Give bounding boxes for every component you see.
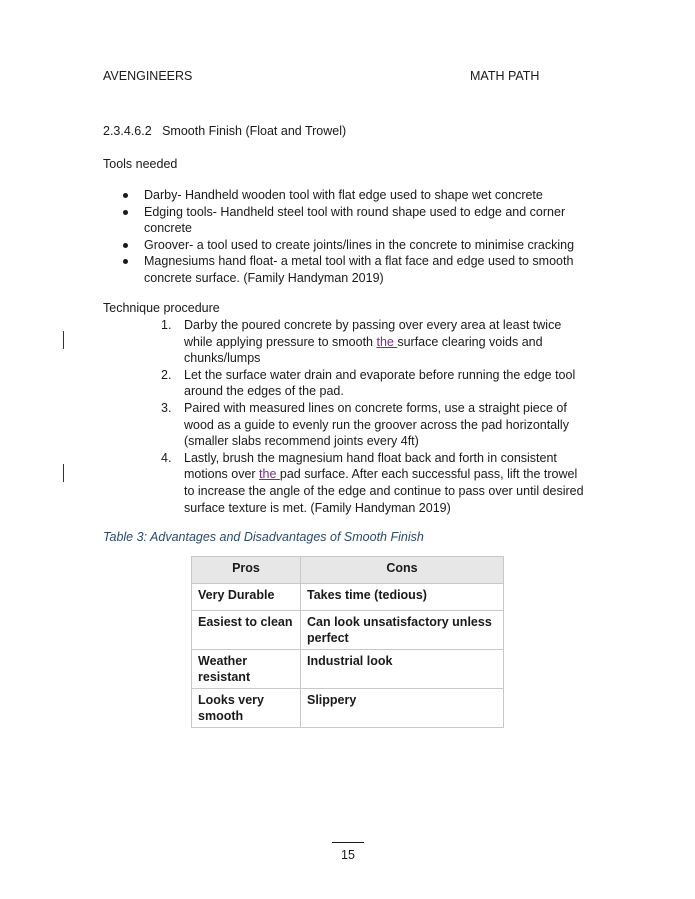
tools-title: Tools needed — [103, 157, 178, 171]
table-header-row — [192, 557, 504, 584]
section-number: 2.3.4.6.2 — [103, 124, 152, 138]
column-header-cons: Cons — [301, 557, 504, 584]
bullet-icon — [123, 259, 128, 264]
header-left: AVENGINEERS — [103, 69, 193, 83]
table-cell: Looks very smooth — [192, 689, 301, 728]
bullet-icon — [123, 210, 128, 215]
procedure-steps — [161, 317, 591, 516]
table-cell: Takes time (tedious) — [301, 584, 504, 611]
step-number: 2. — [161, 367, 172, 382]
tools-list — [103, 187, 593, 287]
table-cell: Weather resistant — [192, 650, 301, 689]
table-caption: Table 3: Advantages and Disadvantages of Smooth Finish — [103, 530, 424, 544]
list-item: Edging tools- Handheld steel tool with round shape used to edge and corner concrete — [103, 204, 593, 237]
bullet-icon — [123, 243, 128, 248]
list-item: 2. Let the surface water drain and evaporate before running the edge tool around the edges of the pad. — [161, 367, 576, 399]
step-number: 1. — [161, 318, 172, 332]
change-bar-icon — [63, 331, 64, 349]
table-cell: Easiest to clean — [192, 611, 301, 650]
list-item: Darby- Handheld wooden tool with flat edge used to shape wet concrete — [103, 187, 593, 204]
list-item: 4. Lastly, brush the magnesium hand float back and forth in consistent motions over the pad surface. After each successful pass, lift the trowel to increase the angle of the edge and continue to pass over until desired surface texture is met. (Family Handyman 2019) — [161, 450, 584, 515]
list-item: 1. Darby the poured concrete by passing over every area at least twice while applying pressure to smooth the surface clearing voids and chunks/lumps — [161, 318, 562, 366]
procedure-title: Technique procedure — [103, 301, 220, 315]
header-right: MATH PATH — [470, 69, 540, 83]
section-title: Smooth Finish (Float and Trowel) — [162, 124, 347, 138]
pros-cons-table — [191, 556, 504, 728]
table-row — [192, 689, 504, 728]
bullet-icon — [123, 193, 128, 198]
list-item: Groover- a tool used to create joints/lines in the concrete to minimise cracking — [103, 237, 593, 254]
list-item: 3. Paired with measured lines on concrete forms, use a straight piece of wood as a guide to evenly run the groover across the pad horizontally (smaller slabs recommend joints every 4ft) — [161, 400, 569, 449]
list-item: Magnesiums hand float- a metal tool with a flat face and edge used to smooth concrete surface. (Family Handyman 2019) — [103, 253, 593, 286]
table-cell: Very Durable — [192, 584, 301, 611]
step-number: 4. — [161, 450, 172, 465]
page-number-rule — [332, 842, 364, 843]
table-row — [192, 584, 504, 611]
table-row — [192, 611, 504, 650]
change-bar-icon — [63, 464, 64, 482]
section-heading — [103, 124, 346, 138]
table-cell: Can look unsatisfactory unless perfect — [301, 611, 504, 650]
tracked-change: the — [259, 467, 280, 482]
tracked-change: the — [376, 334, 398, 349]
table-row — [192, 650, 504, 689]
table-cell: Slippery — [301, 689, 504, 728]
page-number: 15 — [341, 848, 355, 862]
column-header-pros: Pros — [192, 557, 301, 584]
table-cell: Industrial look — [301, 650, 504, 689]
step-number: 3. — [161, 400, 172, 415]
